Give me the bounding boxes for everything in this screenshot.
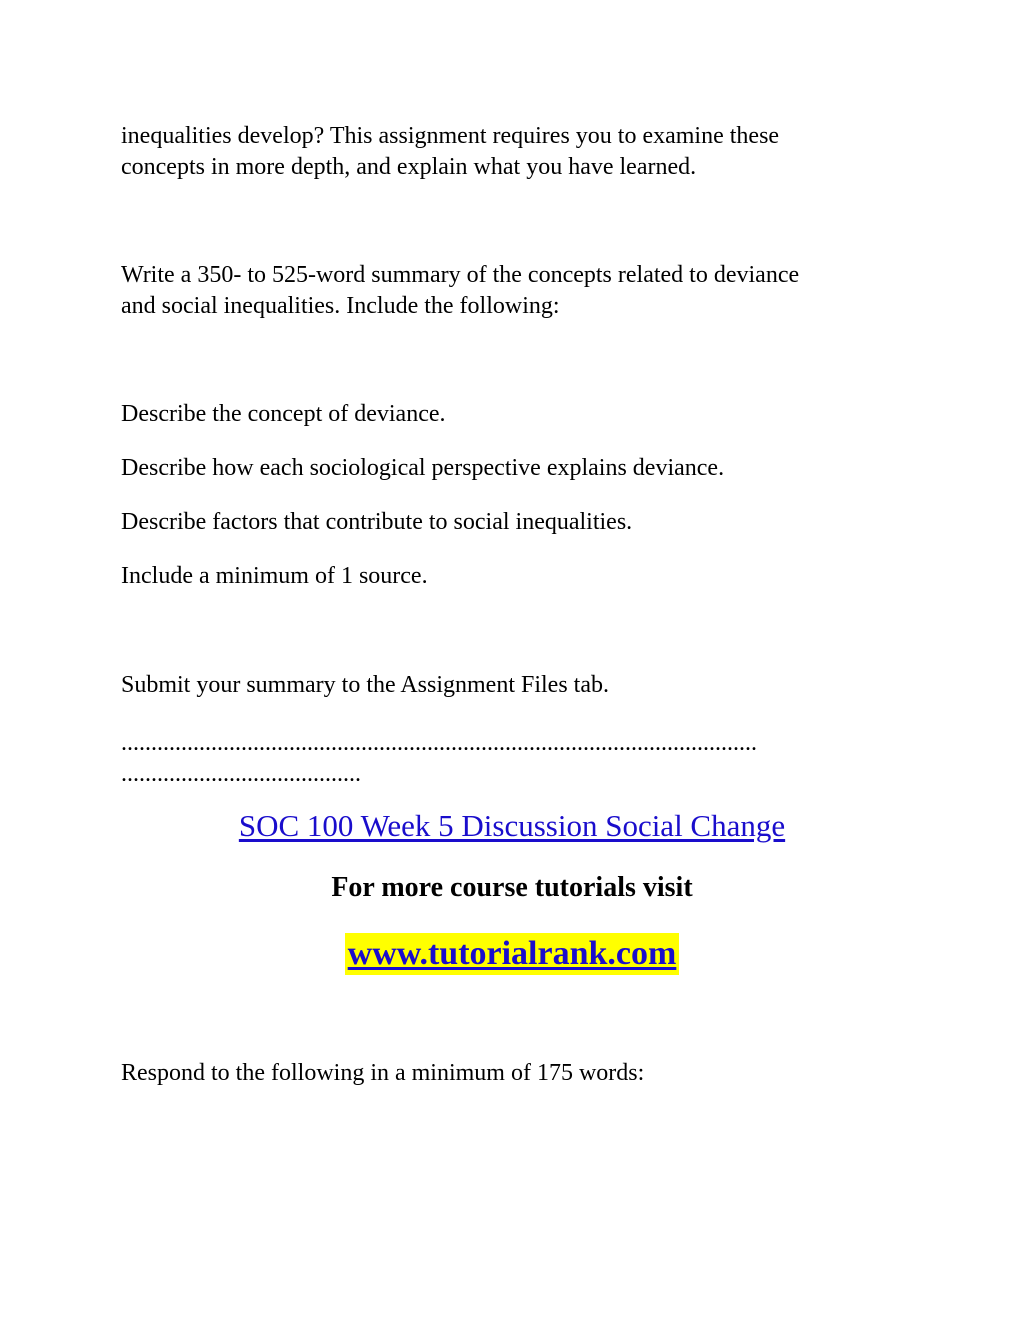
requirement-item: Describe how each sociological perspective explains deviance. — [121, 455, 725, 481]
separator-line-1: .......................................................................................................... — [121, 730, 757, 756]
task-line-2: and social inequalities. Include the following: — [121, 293, 560, 319]
requirement-item: Include a minimum of 1 source. — [121, 563, 428, 589]
visit-heading: For more course tutorials visit — [331, 872, 693, 903]
submit-instruction: Submit your summary to the Assignment Files tab. — [121, 672, 609, 698]
site-link-row — [0, 933, 1024, 975]
course-title-link[interactable]: SOC 100 Week 5 Discussion Social Change — [238, 808, 786, 843]
visit-row — [0, 872, 1024, 904]
intro-line-1: inequalities develop? This assignment requires you to examine these — [121, 123, 780, 149]
intro-paragraph — [121, 121, 911, 183]
course-link-row — [0, 808, 1024, 844]
tutorialrank-link[interactable]: www.tutorialrank.com — [345, 933, 680, 975]
separator-line-2: ........................................ — [121, 761, 361, 787]
intro-line-2: concepts in more depth, and explain what you have learned. — [121, 154, 697, 180]
requirement-item: Describe the concept of deviance. — [121, 401, 446, 427]
task-line-1: Write a 350- to 525-word summary of the concepts related to deviance — [121, 262, 800, 288]
task-paragraph — [121, 260, 911, 322]
separator-dots — [121, 728, 911, 790]
requirement-item: Describe factors that contribute to social inequalities. — [121, 509, 633, 535]
respond-instruction: Respond to the following in a minimum of 175 words: — [121, 1060, 645, 1086]
